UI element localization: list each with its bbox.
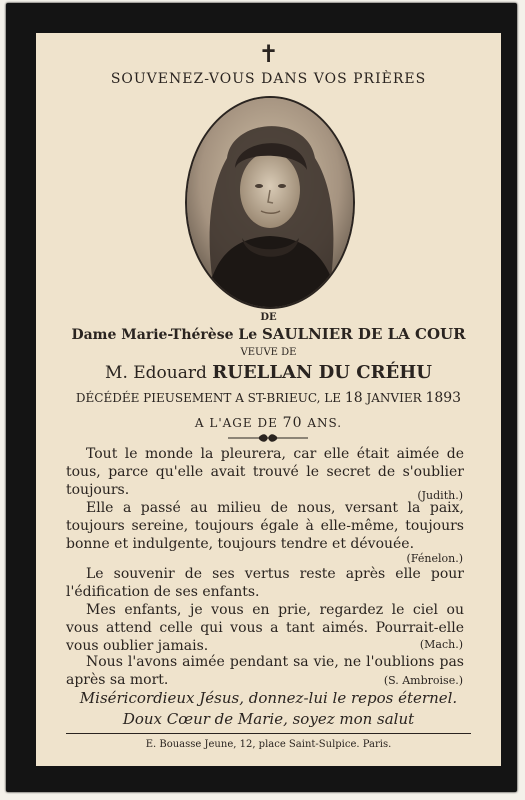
- husband-surname: RUELLAN DU CRÉHU: [212, 362, 432, 383]
- death-date-line: [36, 390, 501, 406]
- quote-paragraph: Nous l'avons aimée pendant sa vie, ne l'oublions pas après sa mort.: [66, 654, 464, 688]
- veuve-label: VEUVE DE: [240, 347, 297, 358]
- age-value: 70: [282, 415, 303, 431]
- de-label: DE: [260, 312, 277, 323]
- mourning-card-border: [6, 3, 517, 792]
- portrait-image: [187, 98, 353, 307]
- quote-source: (Mach.): [419, 638, 463, 651]
- death-year: 1893: [425, 390, 462, 406]
- quote-paragraph: Mes enfants, je vous en prie, regardez le ciel ou vous attend celle qui vous a tant aimés. Pourrait-elle vous oublier jamais.: [66, 602, 464, 654]
- death-month: JANVIER: [362, 391, 426, 405]
- age-prefix: A L'AGE DE: [194, 416, 283, 430]
- quote-source: (Fénelon.): [406, 552, 463, 565]
- printer-imprint: E. Bouasse Jeune, 12, place Saint-Sulpice. Paris.: [145, 739, 392, 750]
- quote-source: (Judith.): [417, 489, 463, 502]
- deceased-name: [36, 325, 501, 343]
- prayer-line: Doux Cœur de Marie, soyez mon salut: [122, 710, 415, 728]
- husband-first-part: M. Edouard: [105, 363, 213, 383]
- portrait-photo: [185, 96, 355, 309]
- memorial-card: [36, 33, 501, 766]
- ornament-divider: [228, 433, 308, 443]
- quote-paragraph: Tout le monde la pleurera, car elle était aimée de tous, parce qu'elle avait trouvé le secret de s'oublier toujours.: [66, 446, 464, 498]
- husband-name: [36, 362, 501, 383]
- death-text: DÉCÉDÉE PIEUSEMENT A ST-BRIEUC, LE: [75, 391, 345, 405]
- footer-rule: [66, 733, 471, 734]
- quote-paragraph: Le souvenir de ses vertus reste après elle pour l'édification de ses enfants.: [66, 566, 464, 600]
- quote-paragraph: Elle a passé au milieu de nous, versant la paix, toujours sereine, toujours égale à elle-même, toujours bonne et indulgente, toujours tendre et dévouée.: [66, 500, 464, 552]
- card-header: SOUVENEZ-VOUS DANS VOS PRIÈRES: [110, 71, 427, 87]
- death-day: 18: [344, 390, 363, 406]
- age-suffix: ANS.: [302, 416, 343, 430]
- cross-icon: ✝: [258, 40, 279, 68]
- age-line: [36, 415, 501, 431]
- prayer-line: Miséricordieux Jésus, donnez-lui le repos éternel.: [79, 689, 458, 707]
- name-surname: SAULNIER DE LA COUR: [261, 325, 466, 343]
- quote-source: (S. Ambroise.): [383, 674, 463, 687]
- name-first-part: Dame Marie-Thérèse Le: [71, 327, 262, 343]
